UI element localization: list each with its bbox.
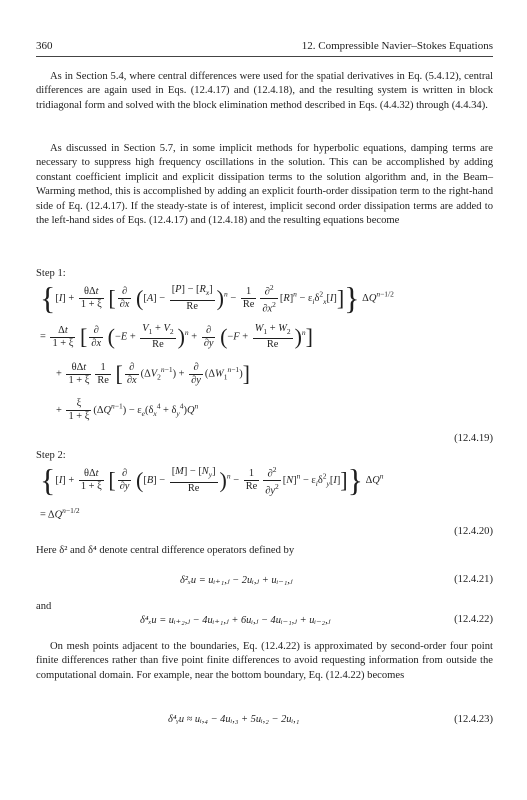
equation-number-12-4-21: (12.4.21) xyxy=(454,574,493,585)
page-number: 360 xyxy=(36,40,53,52)
step-2-label: Step 2: xyxy=(36,450,66,461)
paragraph-5: On mesh points adjacent to the boundaries, Eq. (12.4.22) is approximated by second-order four point finite differences rather than five point finite differences to avoid requesting information from outside the computational domain. For example, near the bottom boundary, Eq. (12.4.22) becomes xyxy=(36,641,493,681)
paragraph-3: Here δ² and δ⁴ denote central difference operators defined by xyxy=(36,545,295,556)
equation-number-12-4-23: (12.4.23) xyxy=(454,714,493,725)
paragraph-2: As discussed in Section 5.7, in some implicit methods for hyperbolic equations, damping terms are necessary to suppress high frequency oscillations in the solution. This can be accomplished by adding constant coefficient implicit and explicit dissipation terms to the solution algorithm and, in the Beam–Warming method, this is accomplished by adding an explicit fourth-order dissipation term to the right-hand side of Eq. (12.4.17). If the steady-state is of interest, implicit second order dissipation terms are added to the left-hand sides of Eqs. (12.4.17) and (12.4.18) and the resulting equations become xyxy=(36,143,493,227)
equation-12-4-19-line3: + $\frac{\text{θΔt}}{1 + \xi}$ $\frac{1}{Re}$ [ $\frac{\partial}{\partial x}$ $(\Delta V_2^{n-1})$ + $\frac{\partial}{\partial y}$ $(\Delta W_1^{n-1})$] xyxy=(56,361,250,386)
equation-12-4-19-line1: {[I] + $\frac{\text{θΔt}}{1 + \xi}$ [ $\frac{\partial}{\partial x}$ ([A] − $\frac{[P] - [R_x]}{Re}$ )$^n$ − $\frac{1}{Re}$ $\frac{\partial^2}{\partial x^2}$ $[R]^n - \varepsilon_i\delta^2_x[I]$]} $\Delta Q^{n-1/2}$ xyxy=(40,280,394,316)
equation-12-4-19-line2: = $\frac{\Delta t}{1 + \xi}$ [ $\frac{\partial}{\partial x}$ (−E + $\frac{V_1 + V_2}{Re}$ )$^n$ + $\frac{\partial}{\partial y}$ (−F + $\frac{W_1 + W_2}{Re}$ )$^n$] xyxy=(40,323,313,351)
running-header xyxy=(36,40,493,52)
equation-12-4-20-line2: = $\Delta Q^{n-1/2}$ xyxy=(40,506,80,521)
paragraph-1: As in Section 5.4, where central differences were used for the spatial derivatives in Eq. (5.4.12), central differences are again used in Eqs. (12.4.17) and (12.4.18), and the resulting system is written in block tridiagonal form and solved with the block elimination method described in Eqs. (4.4.32) through (4.4.34). xyxy=(36,71,493,111)
equation-12-4-22: δ⁴ₓu = uᵢ₊₂,ⱼ − 4uᵢ₊₁,ⱼ + 6uᵢ,ⱼ − 4uᵢ₋₁,ⱼ + uᵢ₋₂,ⱼ xyxy=(140,615,331,626)
paragraph-4: and xyxy=(36,601,52,612)
equation-12-4-23: δ⁴ᵧu ≈ uᵢ,₄ − 4uᵢ,₃ + 5uᵢ,₂ − 2uᵢ,₁ xyxy=(168,714,300,725)
equation-12-4-19-line4: + $\frac{\xi}{1 + \xi}$ $(\Delta Q^{n-1}) - \varepsilon_e(\delta_x^4 + \delta_y^4)Q^n$ xyxy=(56,398,199,422)
equation-number-12-4-19: (12.4.19) xyxy=(454,433,493,444)
equation-number-12-4-20: (12.4.20) xyxy=(454,526,493,537)
equation-12-4-21: δ²ₓu = uᵢ₊₁,ⱼ − 2uᵢ,ⱼ + uᵢ₋₁,ⱼ xyxy=(180,575,293,586)
equation-number-12-4-22: (12.4.22) xyxy=(454,614,493,625)
step-1-label: Step 1: xyxy=(36,268,66,279)
equation-12-4-20-line1: {[I] + $\frac{\text{θΔt}}{1 + \xi}$ [ $\frac{\partial}{\partial y}$ ([B] − $\frac{[M] - [N_y]}{Re}$ )$^n$ − $\frac{1}{Re}$ $\frac{\partial^2}{\partial y^2}$ $[N]^n - \varepsilon_i\delta^2_y[I]$]} $\Delta Q^n$ xyxy=(40,462,384,498)
header-rule xyxy=(36,56,493,57)
chapter-title: 12. Compressible Navier–Stokes Equations xyxy=(301,40,493,52)
